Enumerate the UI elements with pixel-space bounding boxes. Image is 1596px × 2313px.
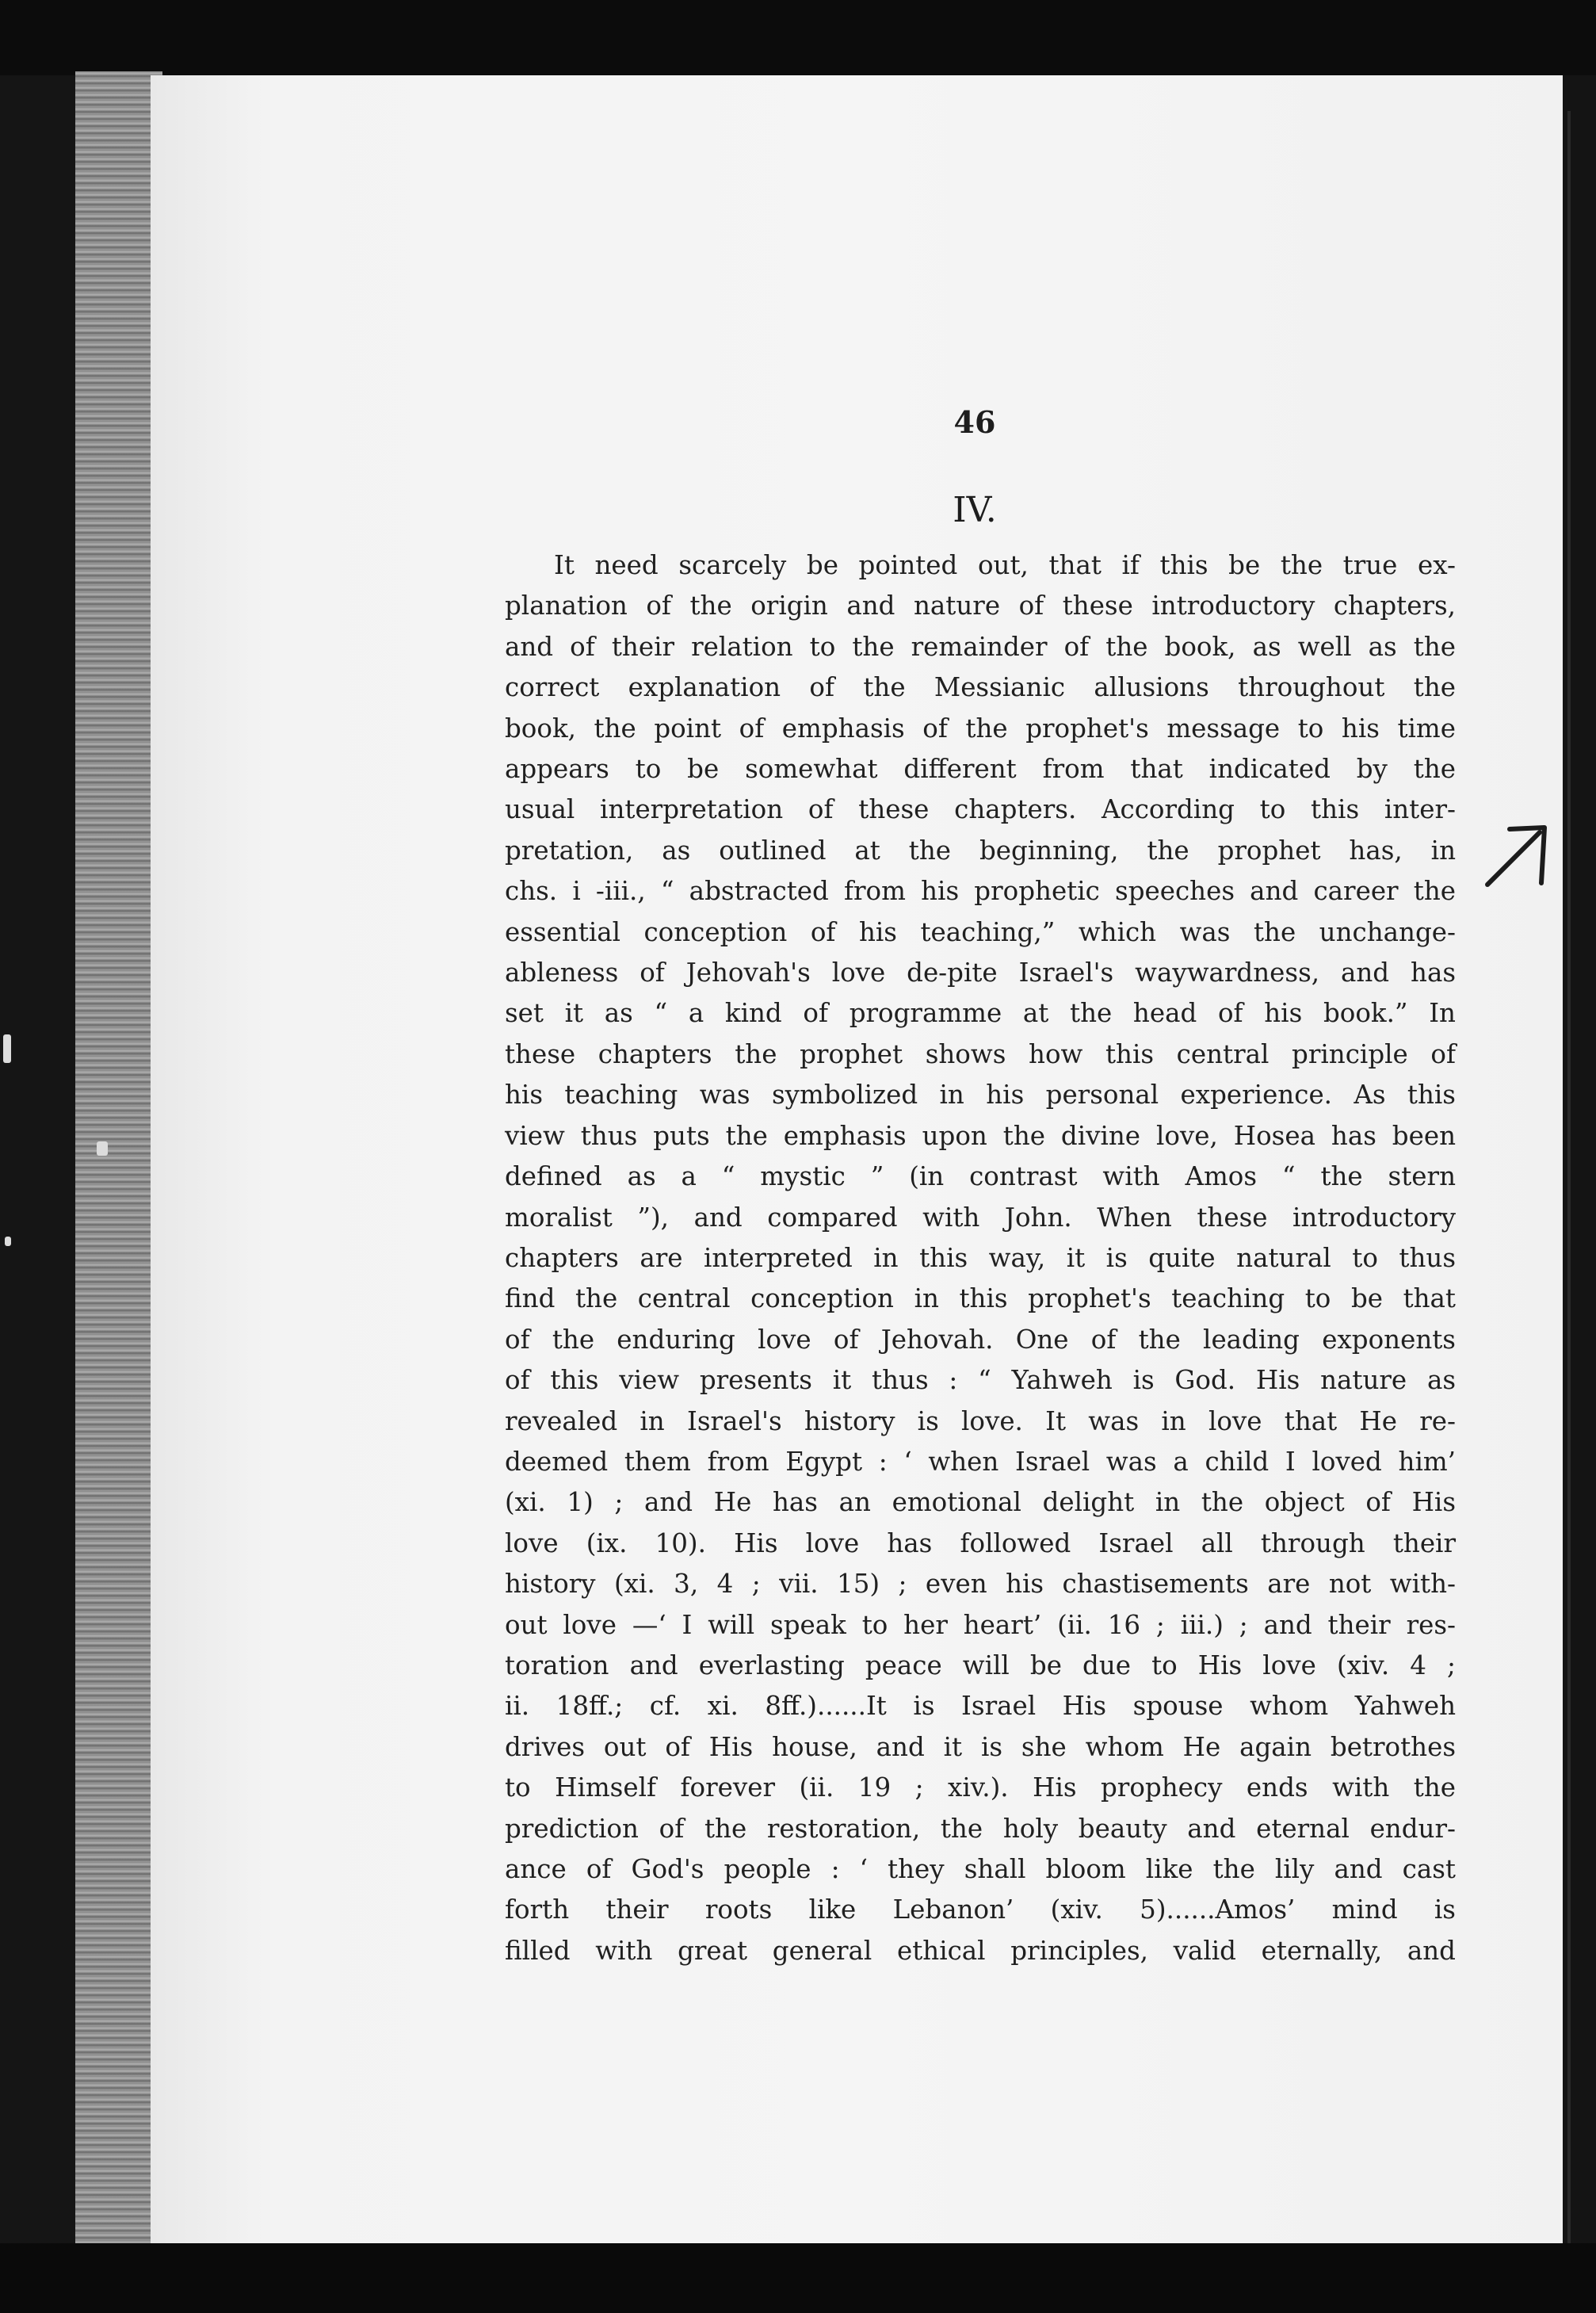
text-line: toration and everlasting peace will be due to His love (xiv. 4 ; [505,1650,1456,1680]
text-line: ance of God's people : ‘ they shall bloom like the lily and cast [505,1854,1456,1884]
text-line: of the enduring love of Jehovah. One of the leading exponents [505,1324,1456,1355]
text-line: pretation, as outlined at the beginning, the prophet has, in [505,835,1456,866]
text-line: (xi. 1) ; and He has an emotional delight in the object of His [505,1487,1456,1518]
text-line: filled with great general ethical principles, valid eternally, and [505,1935,1456,1966]
book-spine-edge [75,71,162,2243]
margin-speck [3,1034,11,1063]
margin-speck [97,1141,108,1156]
text-line: planation of the origin and nature of these introductory chapters, [505,591,1456,621]
page-edge-line [1567,111,1571,2243]
text-line: It need scarcely be pointed out, that if this be the true ex- [554,550,1456,580]
text-line: his teaching was symbolized in his personal experience. As this [505,1080,1456,1111]
margin-speck [5,1237,11,1246]
scan-border-bottom [0,2243,1596,2313]
margin-arrow-icon [1478,816,1557,896]
body-paragraph [505,545,1456,1971]
text-line: to Himself forever (ii. 19 ; xiv.). His prophecy ends with the [505,1772,1456,1803]
text-line: love (ix. 10). His love has followed Israel all through their [505,1527,1456,1558]
text-line: chapters are interpreted in this way, it is quite natural to thus [505,1242,1456,1273]
text-line: prediction of the restoration, the holy beauty and eternal endur- [505,1813,1456,1844]
text-line: defined as a “ mystic ” (in contrast with Amos “ the stern [505,1161,1456,1192]
text-line: find the central conception in this prophet's teaching to be that [505,1283,1456,1314]
text-line: these chapters the prophet shows how this central principle of [505,1038,1456,1069]
text-line: correct explanation of the Messianic allusions throughout the [505,672,1456,703]
text-line: set it as “ a kind of programme at the head of his book.” In [505,998,1456,1029]
text-line: out love —‘ I will speak to her heart’ (ii. 16 ; iii.) ; and their res- [505,1609,1456,1640]
text-line: appears to be somewhat different from that indicated by the [505,754,1456,785]
text-line: moralist ”), and compared with John. When these introductory [505,1202,1456,1233]
text-line: revealed in Israel's history is love. It was in love that He re- [505,1405,1456,1436]
text-line: history (xi. 3, 4 ; vii. 15) ; even his chastisements are not with- [505,1569,1456,1600]
scan-border-top [0,0,1596,75]
text-line: and of their relation to the remainder of the book, as well as the [505,631,1456,662]
text-line: essential conception of his teaching,” which was the unchange- [505,916,1456,947]
text-line: of this view presents it thus : “ Yahweh is God. His nature as [505,1365,1456,1396]
text-line: drives out of His house, and it is she whom He again betrothes [505,1731,1456,1762]
text-line: ii. 18ff.; cf. xi. 8ff.)......It is Israel His spouse whom Yahweh [505,1691,1456,1722]
text-line: chs. i -iii., “ abstracted from his prophetic speeches and career the [505,876,1456,907]
page-number: 46 [953,404,996,440]
text-line: usual interpretation of these chapters. According to this inter- [505,794,1456,825]
text-line: ableness of Jehovah's love de-pite Israel's waywardness, and has [505,958,1456,988]
text-line: view thus puts the emphasis upon the divine love, Hosea has been [505,1120,1456,1151]
text-line: book, the point of emphasis of the prophet's message to his time [505,713,1456,744]
text-line: forth their roots like Lebanon’ (xiv. 5)......Amos’ mind is [505,1894,1456,1925]
text-line: deemed them from Egypt : ‘ when Israel was a child I loved him’ [505,1446,1456,1477]
section-heading: IV. [953,490,997,530]
